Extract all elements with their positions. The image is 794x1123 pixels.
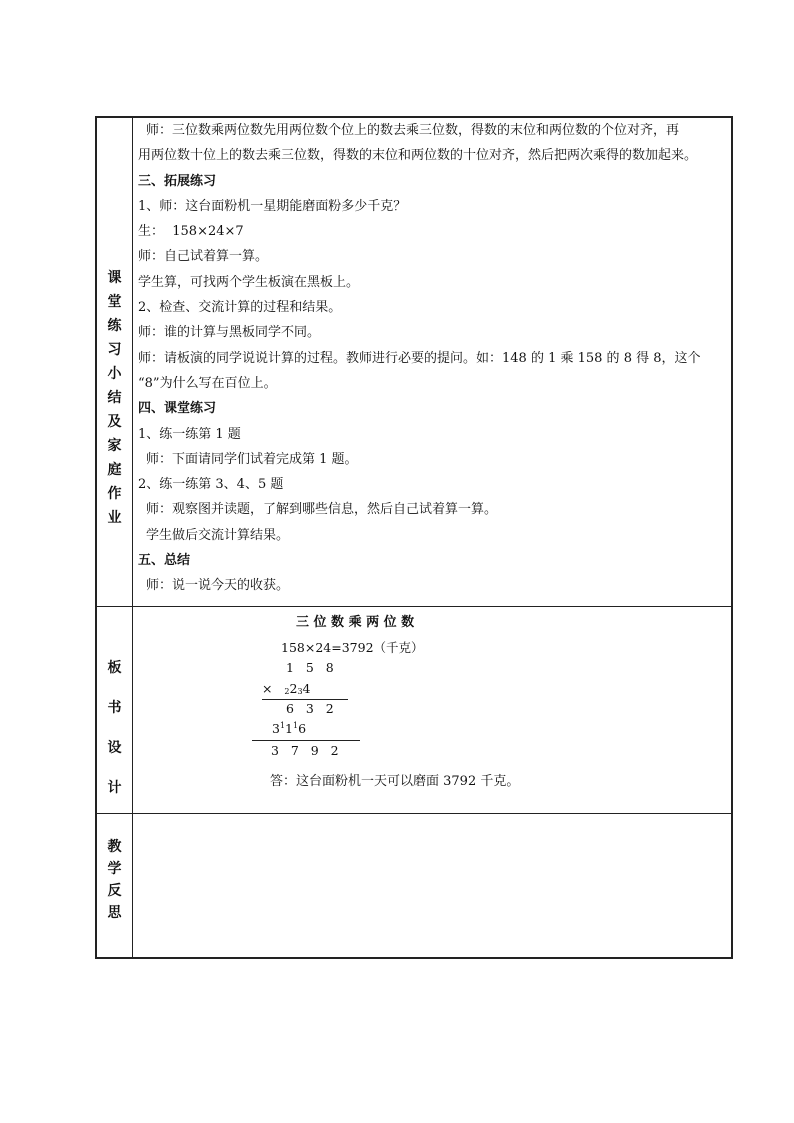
board-multiplicand: 1 5 8 [286, 660, 334, 675]
lesson-content [138, 118, 730, 599]
row-divider-1 [97, 606, 731, 607]
side-char: 业 [107, 510, 122, 526]
partial-digit: 3 [272, 721, 280, 736]
multiplier-digit: 2 [289, 681, 298, 696]
side-char: 及 [107, 414, 122, 430]
section-3-title: 三、拓展练习 [138, 173, 217, 189]
board-result: 3 7 9 2 [271, 743, 339, 758]
intro-line-1: 师：三位数乘两位数先用两位数个位上的数去乘三位数，得数的末位和两位数的个位对齐，再 [146, 123, 680, 138]
board-partial-product-2 [272, 721, 306, 736]
side-char: 教 [107, 839, 122, 855]
carry-digit: 3 [297, 687, 303, 696]
side-char: 设 [107, 740, 122, 756]
s4-teacher-1: 师：下面请同学们试着完成第 1 题。 [146, 451, 358, 467]
section-4-title: 四、课堂练习 [138, 401, 217, 417]
partial-digit: 6 [298, 721, 307, 736]
side-char: 习 [107, 342, 122, 358]
side-label-practice-summary-homework [97, 266, 132, 530]
s3-teacher-try: 师：自己试着算一算。 [138, 249, 269, 265]
times-sign: × [262, 681, 273, 696]
s4-item-1: 1、练一练第 1 题 [138, 426, 241, 442]
s5-teacher: 师：说一说今天的收获。 [146, 578, 290, 594]
board-multiplier-row [262, 681, 311, 696]
side-char: 小 [107, 366, 122, 382]
s3-difference: 师：谁的计算与黑板同学不同。 [138, 325, 321, 341]
side-char: 学 [107, 861, 122, 877]
side-char: 书 [107, 700, 122, 716]
side-label-board-design [97, 648, 132, 808]
side-label-teaching-reflection [97, 836, 132, 924]
side-char: 堂 [107, 294, 122, 310]
product-rule-2 [252, 740, 360, 741]
s3-explain-line-1: 师：请板演的同学说说计算的过程。教师进行必要的提问。如：148 的 1 乘 158 的 8 得 8，这个 [138, 350, 701, 366]
side-char: 思 [107, 905, 122, 921]
side-char: 家 [107, 438, 122, 454]
s4-student-2: 学生做后交流计算结果。 [146, 527, 290, 543]
side-char: 作 [107, 486, 122, 502]
side-char: 计 [107, 780, 122, 796]
s3-question-2: 2、检查、交流计算的过程和结果。 [138, 300, 342, 316]
board-answer: 答：这台面粉机一天可以磨面 3792 千克。 [270, 774, 520, 789]
carry-digit: 2 [284, 687, 290, 696]
side-char: 庭 [107, 462, 122, 478]
reflection-area [134, 815, 728, 955]
side-char: 课 [107, 270, 122, 286]
carry-digit: 1 [293, 721, 299, 730]
side-char: 结 [107, 390, 122, 406]
multiplier-digit: 4 [302, 681, 311, 696]
side-char: 反 [107, 883, 122, 899]
partial-digit: 1 [285, 721, 293, 736]
s4-item-2: 2、练一练第 3、4、5 题 [138, 477, 284, 493]
section-5-title: 五、总结 [138, 553, 191, 569]
side-char: 板 [107, 660, 122, 676]
carry-digit: 1 [279, 721, 286, 730]
s3-board-work: 学生算，可找两个学生板演在黑板上。 [138, 274, 360, 290]
product-rule-1 [262, 699, 348, 700]
s3-student-answer: 生： 158×24×7 [138, 224, 244, 240]
s4-teacher-2: 师：观察图并读题，了解到哪些信息，然后自己试着算一算。 [146, 502, 498, 518]
side-char: 练 [107, 318, 122, 334]
s3-question-1: 1、师：这台面粉机一星期能磨面粉多少千克？ [138, 198, 407, 214]
board-equation: 158×24=3792（千克） [281, 640, 424, 655]
board-partial-product-1: 6 3 2 [286, 701, 334, 716]
intro-line-2: 用两位数十位上的数去乘三位数，得数的末位和两位数的十位对齐，然后把两次乘得的数加起来。 [138, 148, 698, 164]
row-divider-2 [97, 813, 731, 814]
board-title: 三 位 数 乘 两 位 数 [296, 615, 415, 630]
s3-explain-line-2: “8”为什么写在百位上。 [138, 375, 277, 391]
column-divider [132, 118, 133, 957]
